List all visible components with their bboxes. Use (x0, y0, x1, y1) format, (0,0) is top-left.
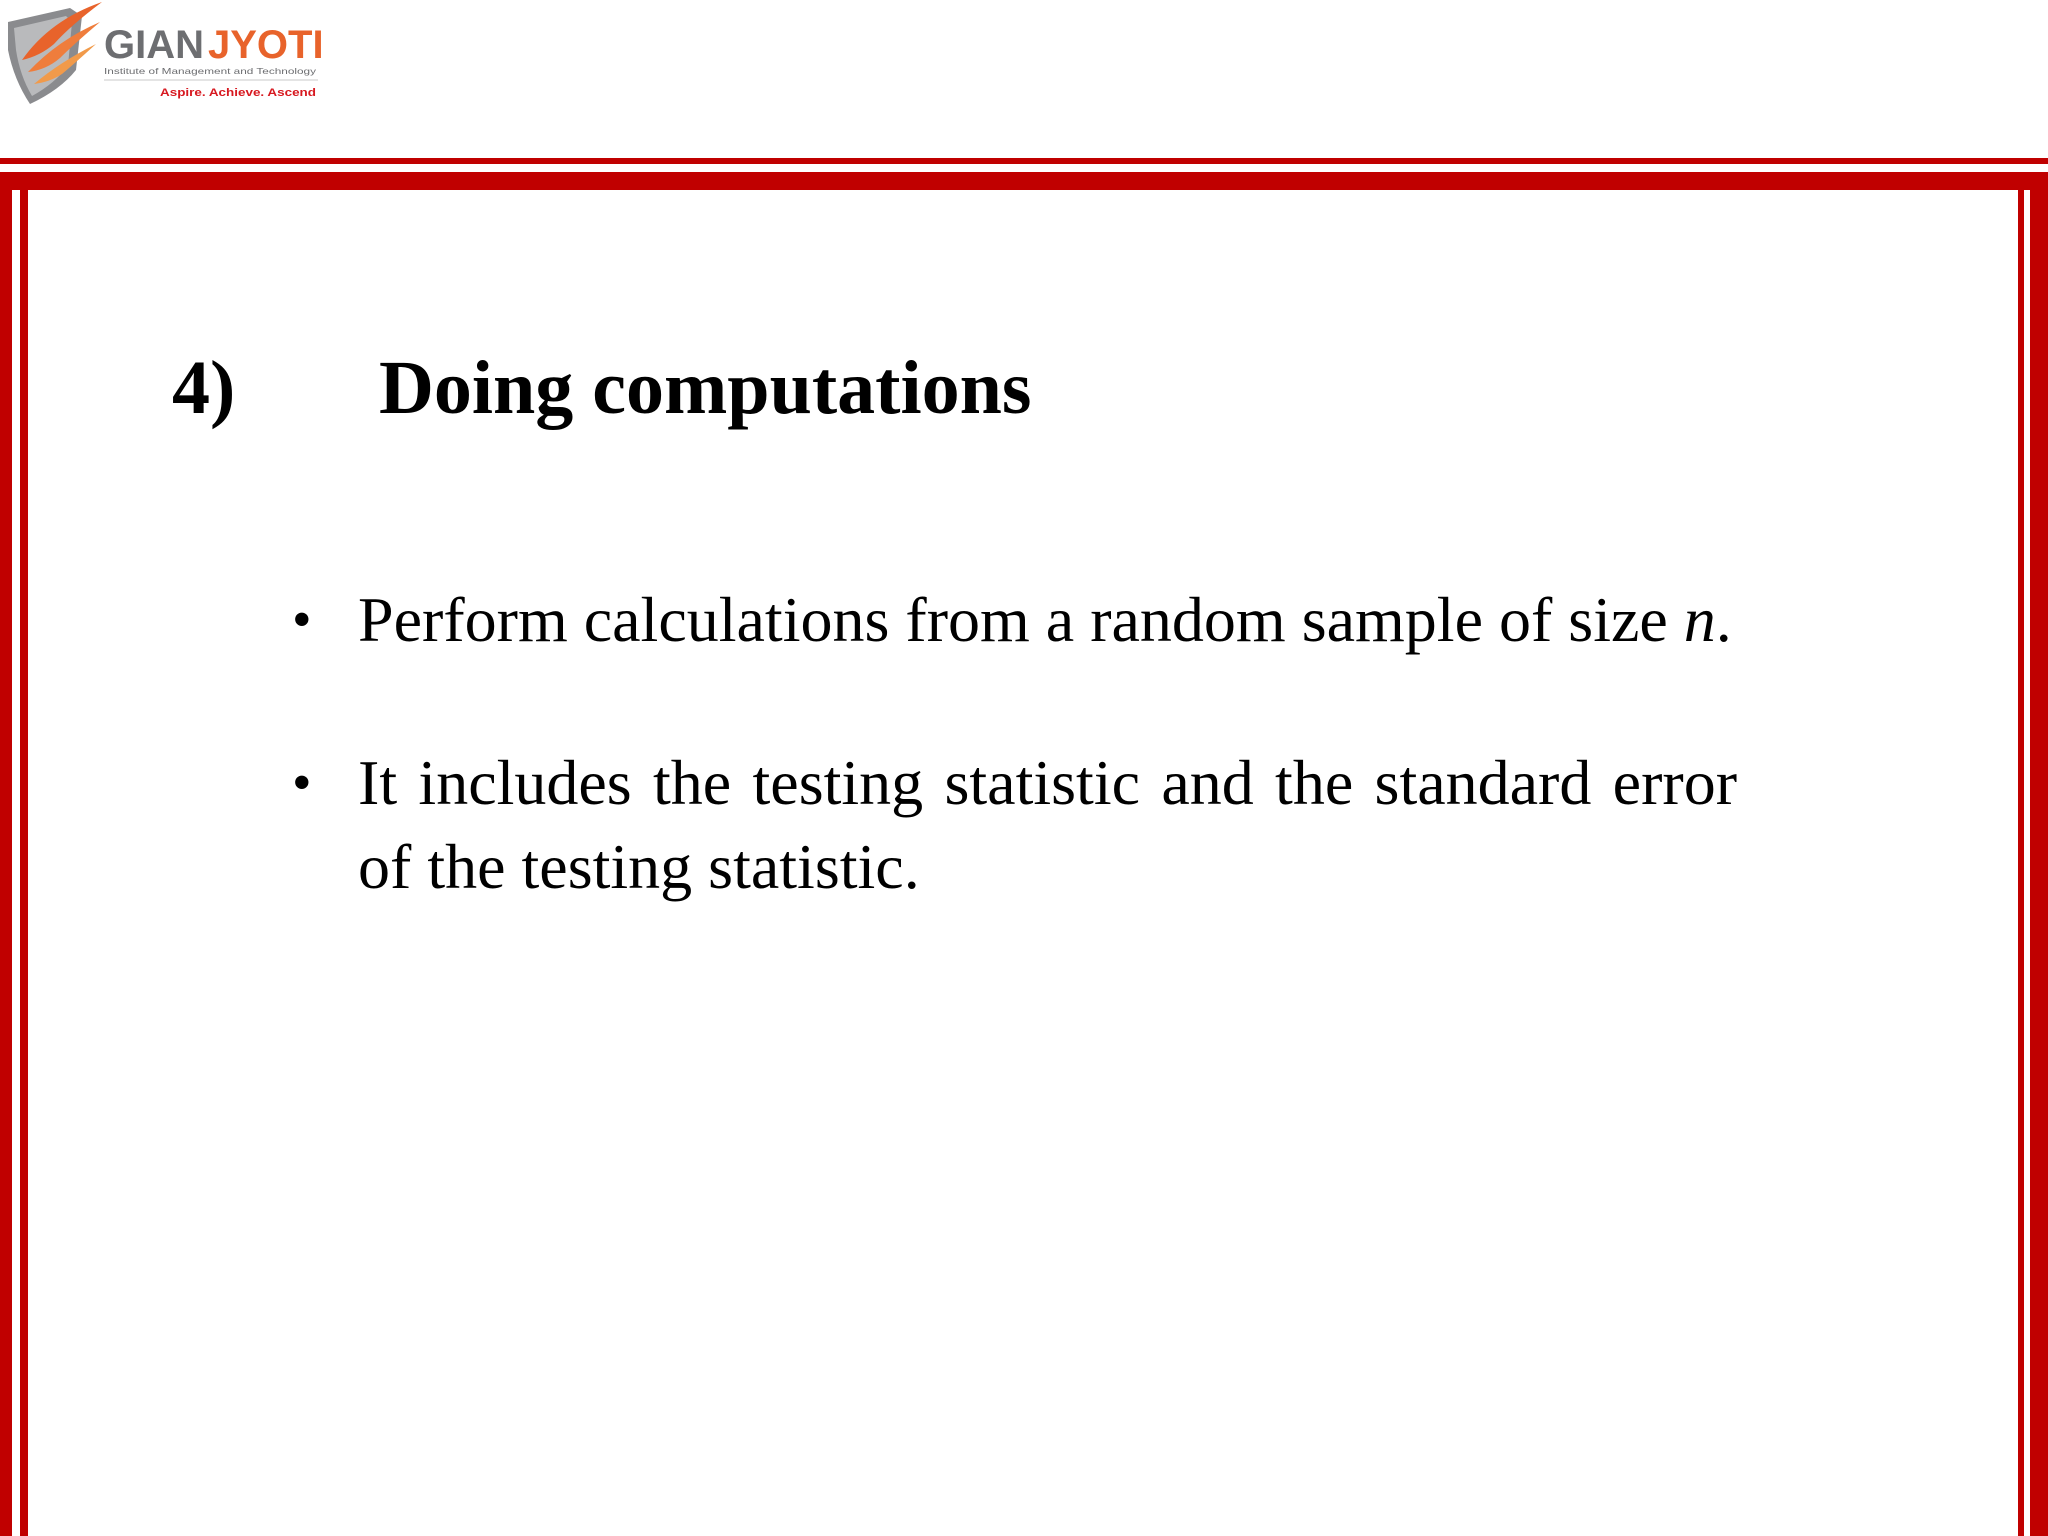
bullet-text-before: Perform calculations from a random sample of size (358, 584, 1684, 655)
frame-right-inner-line (2018, 186, 2024, 1536)
shield-logo-icon (0, 0, 330, 110)
logo-wordmark-part1: GIAN (104, 23, 204, 67)
slide-title-number: 4) (172, 346, 236, 430)
bullet-text-italic-n: n (1683, 584, 1716, 655)
slide-title (172, 338, 1031, 438)
gianjyoti-logo (0, 0, 330, 110)
bullet-text: It includes the testing statistic and the standard error of the testing statistic. (358, 747, 1737, 902)
slide-title-text: Doing computations (379, 346, 1032, 430)
logo-tagline: Aspire. Achieve. Ascend (160, 87, 316, 99)
bullet-text-after: . (1715, 584, 1732, 655)
logo-wordmark-part2: JYOTI (208, 23, 324, 67)
frame-left-outer-line (0, 186, 12, 1536)
frame-left-inner-line (20, 186, 28, 1536)
bullet-item-sample-size (292, 578, 1737, 662)
frame-top-thin-line (0, 158, 2048, 164)
bullet-icon: • (292, 752, 312, 814)
bullet-item-testing-statistic (292, 741, 1737, 909)
frame-right-outer-line (2030, 186, 2048, 1536)
frame-top-thick-line (0, 172, 2048, 190)
bullet-icon: • (292, 589, 312, 651)
logo-subtitle: Institute of Management and Technology (104, 67, 318, 76)
bullet-list (292, 578, 1737, 988)
